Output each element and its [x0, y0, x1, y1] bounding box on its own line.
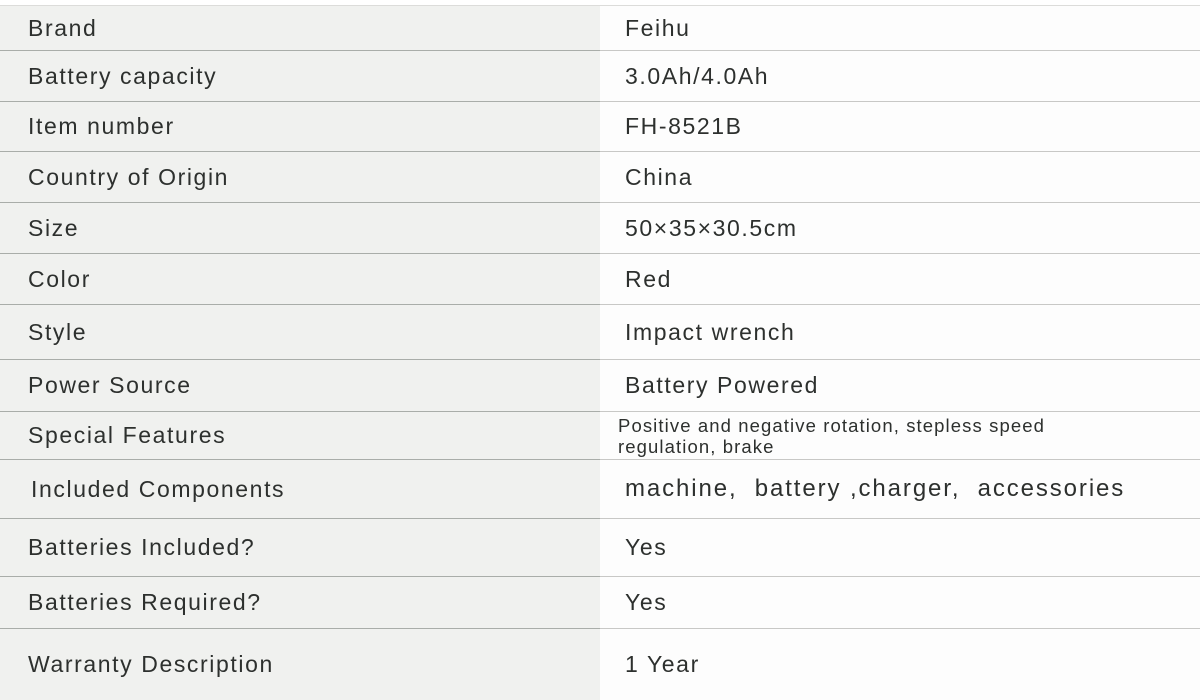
spec-attribute-label: Brand [0, 6, 600, 51]
spec-attribute-value: Impact wrench [600, 305, 1200, 360]
spec-attribute-value: machine, battery ,charger, accessories [600, 460, 1200, 519]
spec-row [0, 102, 1200, 152]
spec-attribute-label: Item number [0, 102, 600, 152]
spec-attribute-value: 3.0Ah/4.0Ah [600, 51, 1200, 102]
spec-attribute-value: Feihu [600, 6, 1200, 51]
spec-row [0, 360, 1200, 412]
spec-row [0, 6, 1200, 51]
spec-row [0, 305, 1200, 360]
spec-row [0, 254, 1200, 305]
spec-attribute-label: Color [0, 254, 600, 305]
spec-attribute-value: 1 Year [600, 629, 1200, 700]
spec-attribute-value: China [600, 152, 1200, 203]
spec-attribute-value: 50×35×30.5cm [600, 203, 1200, 254]
spec-attribute-value: Battery Powered [600, 360, 1200, 412]
spec-attribute-label: Power Source [0, 360, 600, 412]
spec-attribute-value: Red [600, 254, 1200, 305]
spec-row [0, 412, 1200, 460]
spec-row [0, 51, 1200, 102]
spec-row [0, 519, 1200, 577]
spec-attribute-value: Yes [600, 519, 1200, 577]
spec-row [0, 577, 1200, 629]
spec-attribute-label: Batteries Included? [0, 519, 600, 577]
spec-attribute-value: Yes [600, 577, 1200, 629]
spec-attribute-label: Battery capacity [0, 51, 600, 102]
spec-attribute-label: Special Features [0, 412, 600, 460]
spec-attribute-label: Country of Origin [0, 152, 600, 203]
spec-attribute-label: Warranty Description [0, 629, 600, 700]
spec-attribute-label: Batteries Required? [0, 577, 600, 629]
spec-row [0, 152, 1200, 203]
spec-attribute-value: FH-8521B [600, 102, 1200, 152]
spec-attribute-label: Style [0, 305, 600, 360]
product-spec-table [0, 5, 1200, 700]
spec-row [0, 629, 1200, 700]
spec-attribute-value: Positive and negative rotation, stepless speed regulation, brake [600, 412, 1200, 460]
spec-attribute-label: Size [0, 203, 600, 254]
spec-attribute-label: Included Components [0, 460, 600, 519]
spec-row [0, 203, 1200, 254]
spec-row [0, 460, 1200, 519]
